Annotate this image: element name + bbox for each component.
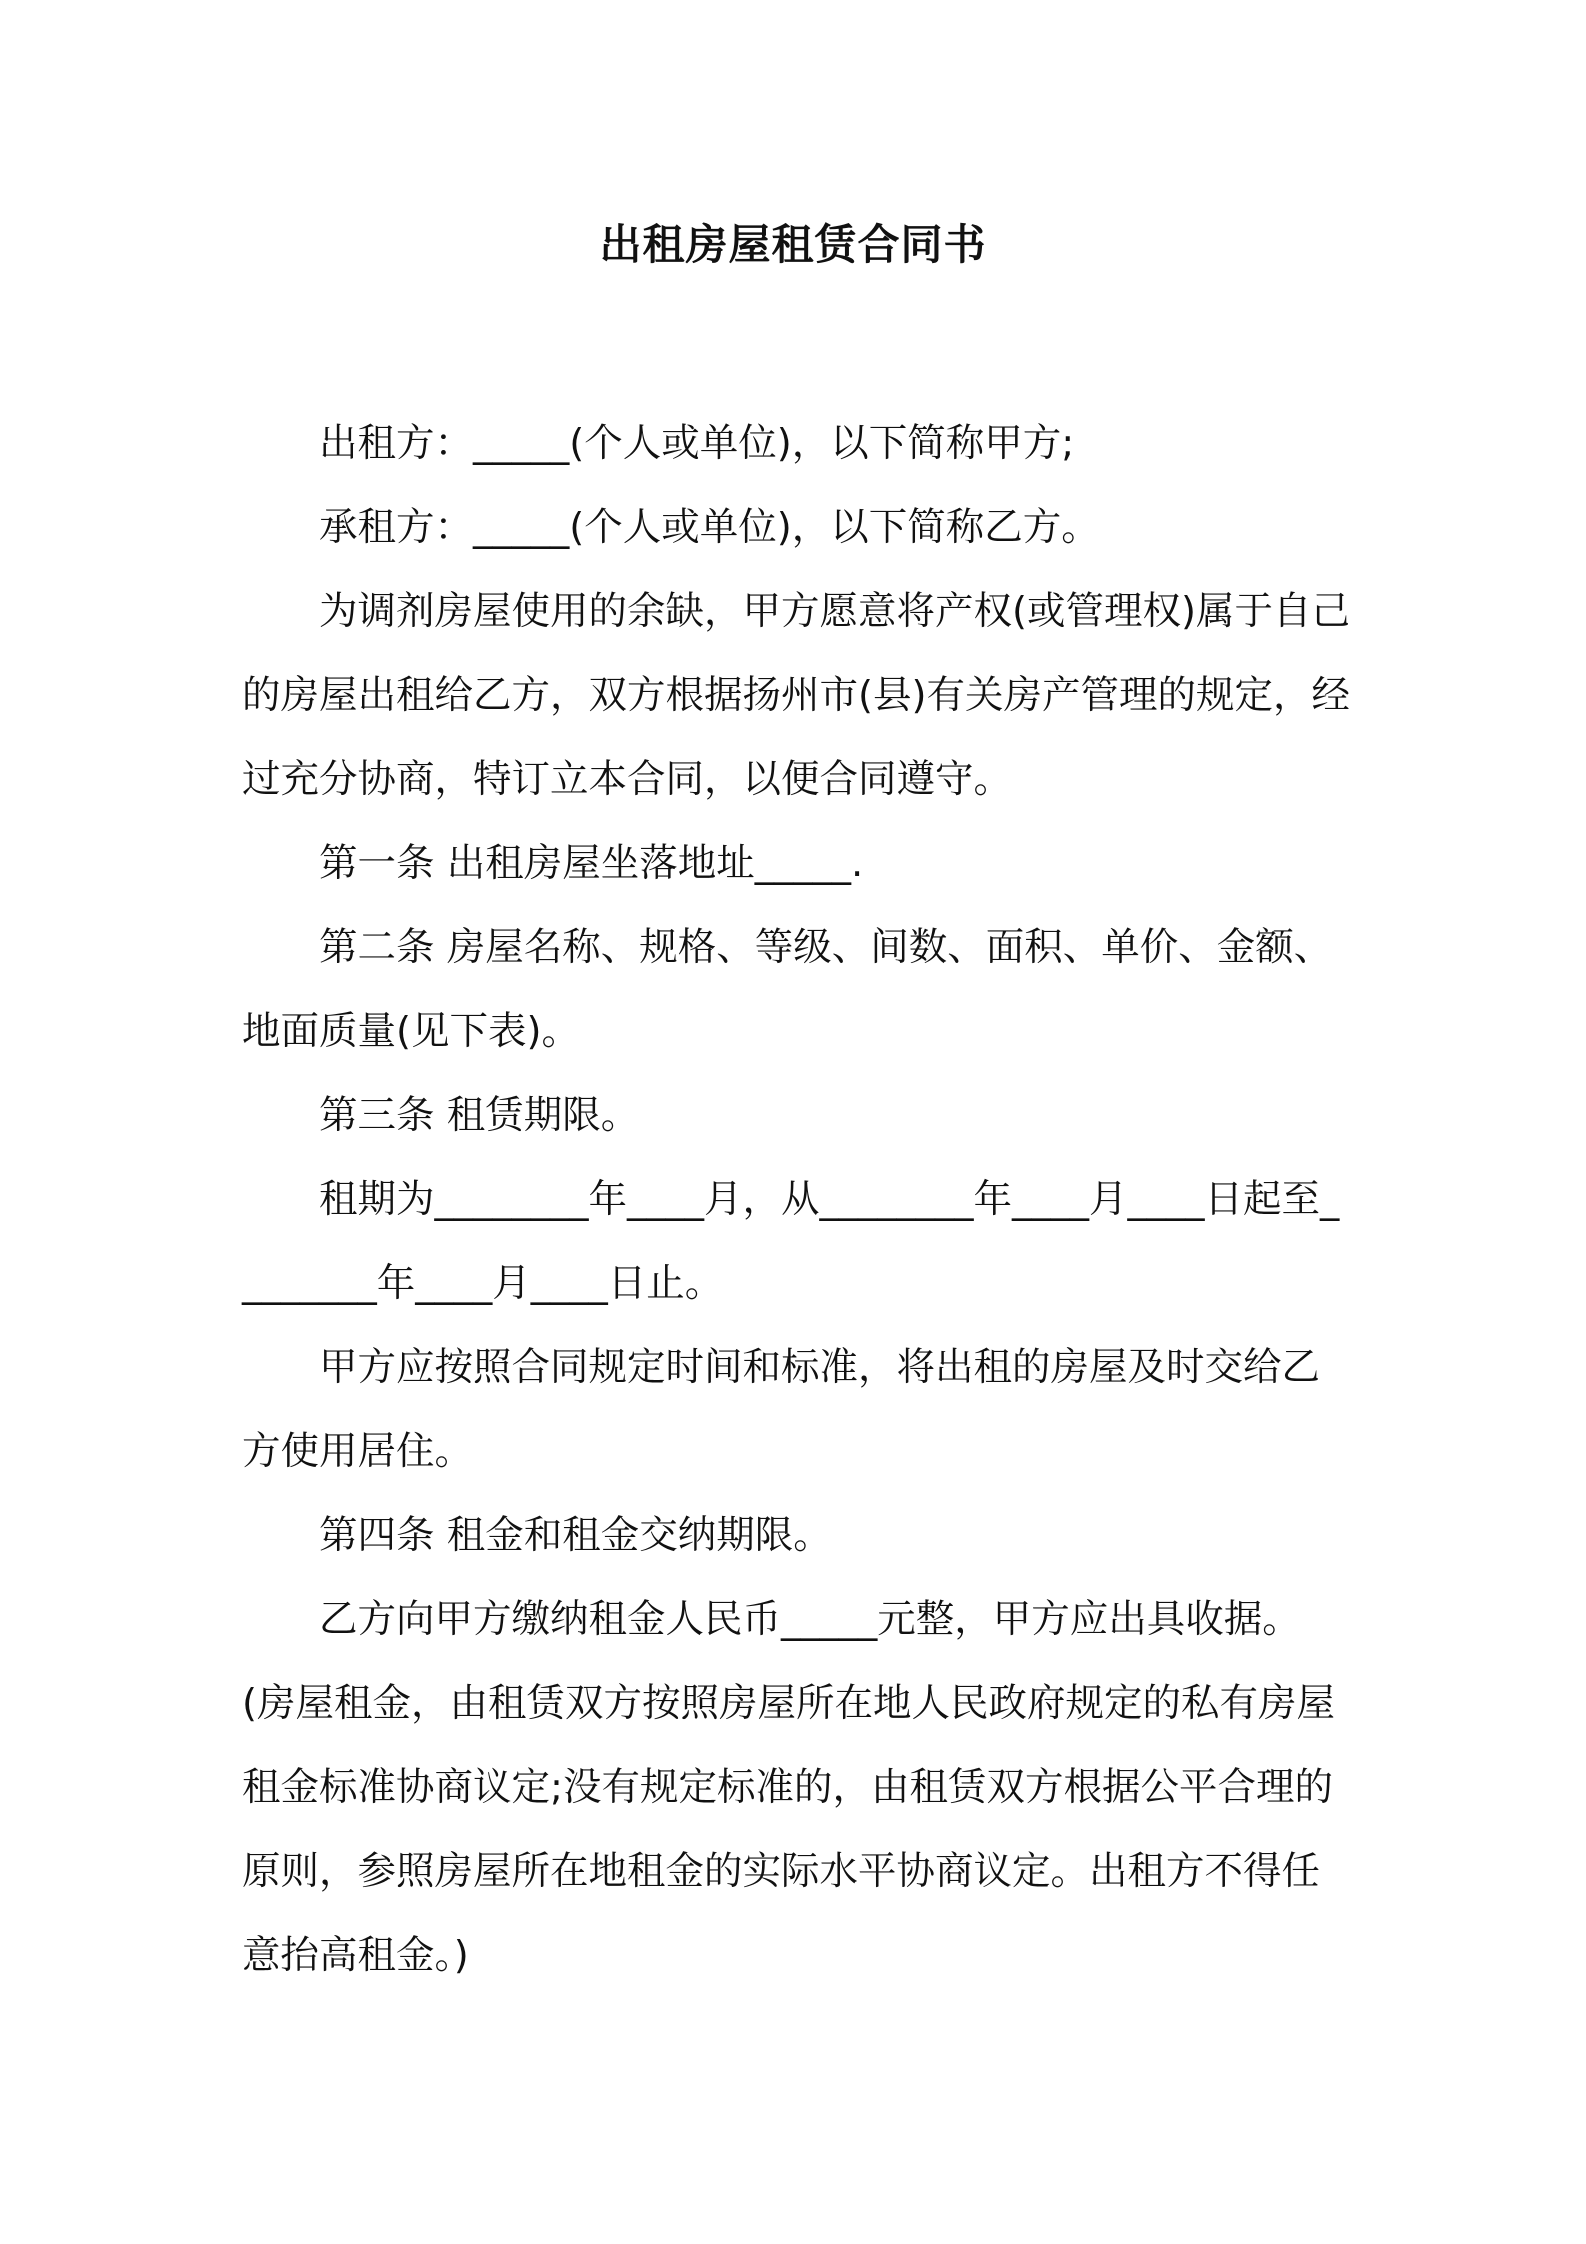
document-body (242, 402, 1352, 1998)
article-4: 第四条 租金和租金交纳期限。 (319, 1513, 832, 1558)
article-1: 第一条 出租房屋坐落地址_____. (319, 841, 864, 886)
rent-note-paragraph: (房屋租金，由租赁双方按照房屋所在地人民政府规定的私有房屋租金标准协商议定;没有规定标准的，由租赁双方根据公平合理的原则，参照房屋所在地租金的实际水平协商议定。出租方不得任意抬高租金。) (242, 1681, 1336, 1978)
article-2: 第二条 房屋名称、规格、等级、间数、面积、单价、金额、地面质量(见下表)。 (242, 925, 1333, 1054)
document-title: 出租房屋租赁合同书 (599, 220, 987, 269)
preamble-paragraph: 为调剂房屋使用的余缺，甲方愿意将产权(或管理权)属于自己的房屋出租给乙方，双方根据扬州市(县)有关房产管理的规定，经过充分协商，特订立本合同，以便合同遵守。 (242, 589, 1351, 802)
handover-paragraph: 甲方应按照合同规定时间和标准，将出租的房屋及时交给乙方使用居住。 (242, 1345, 1321, 1474)
lessor-line: 出租方：_____(个人或单位)，以下简称甲方; (319, 421, 1075, 466)
lease-term-paragraph: 租期为________年____月，从________年____月____日起至________年____月____日止。 (242, 1177, 1340, 1306)
article-3: 第三条 租赁期限。 (319, 1093, 640, 1138)
rent-payment-paragraph: 乙方向甲方缴纳租金人民币_____元整，甲方应出具收据。 (319, 1597, 1301, 1642)
lessee-line: 承租方：_____(个人或单位)，以下简称乙方。 (319, 505, 1100, 550)
